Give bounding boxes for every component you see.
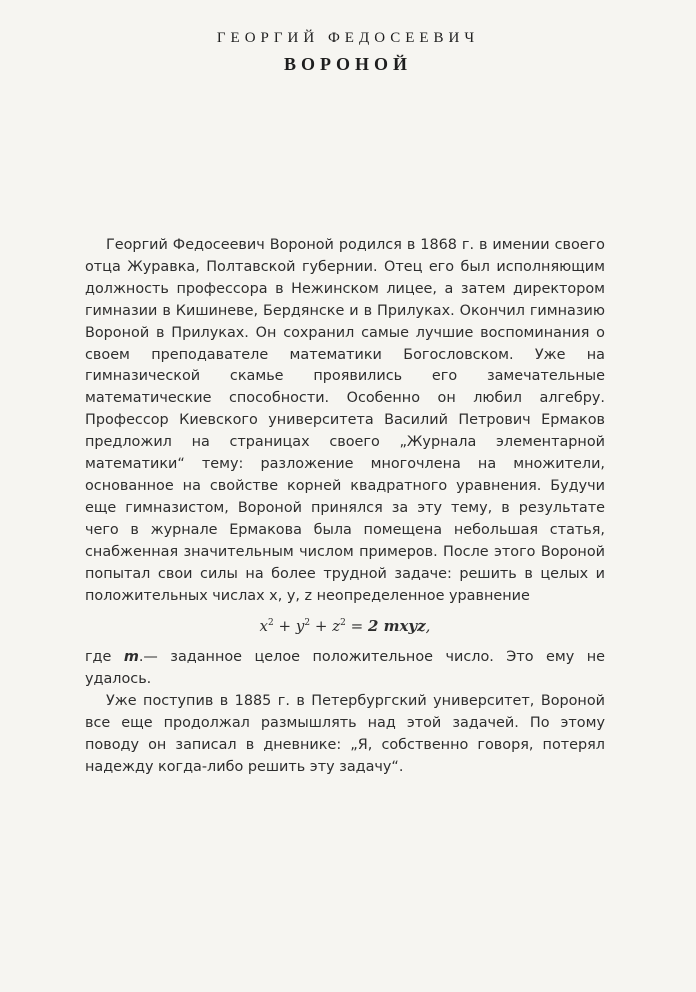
- where-text: где: [85, 649, 124, 666]
- heading-name: ГЕОРГИЙ ФЕДОСЕЕВИЧ: [216, 30, 480, 46]
- formula-comma: ,: [425, 617, 431, 636]
- formula-exp-y: 2: [304, 618, 311, 629]
- formula-exp-x: 2: [268, 618, 274, 629]
- where-rest: .— заданное целое положительное число. Это ему не удалось.: [85, 649, 605, 688]
- paragraph-where: [85, 647, 605, 691]
- heading-surname: ВОРОНОЙ: [284, 54, 412, 74]
- formula-plus-2: +: [310, 617, 333, 636]
- paragraph-biography: Георгий Федосеевич Вороной родился в 1868 г. в имении своего отца Журавка, Полтавской губернии. Отец его был исполняющим должность профессора в Нежинском лицее, а затем директором гимназии в Кишиневе, Бердянске и в Прилуках. Окончил гимназию Вороной в Прилуках. Он сохранил самые лучшие воспоминания о своем преподавателе математики Богословском. Уже на гимназической скамье проявились его замечательные математические способности. Особенно он любил алгебру. Профессор Киевского университета Василий Петрович Ермаков предложил на страницах своего „Журнала элементарной математики“ тему: разложение многочлена на множители, основанное на свойстве корней квадратного уравнения. Будучи еще гимназистом, Вороной принялся за эту тему, в результате чего в журнале Ермакова была помещена небольшая статья, снабженная значительным числом примеров. После этого Вороной попытал свои силы на более трудной задаче: решить в целых и положительных числах x, y, z неопределенное уравнение: [85, 237, 605, 604]
- formula-x: x: [259, 617, 269, 636]
- formula-y: y: [295, 617, 305, 636]
- formula-plus-1: +: [273, 617, 296, 636]
- formula-rhs-vars: mxyz: [383, 617, 426, 636]
- where-m-variable: m: [123, 649, 139, 666]
- formula-equals: =: [345, 617, 368, 636]
- formula-z: z: [332, 617, 341, 636]
- body-text: [85, 235, 605, 779]
- paragraph-university: Уже поступив в 1885 г. в Петербургский университет, Вороной все еще продолжал размышлять над этой задачей. По этому поводу он записал в дневнике: „Я, собственно говоря, потерял надежду когда-либо решить эту задачу“.: [85, 693, 605, 775]
- formula-rhs-coef: 2: [367, 617, 384, 636]
- formula-exp-z: 2: [340, 618, 346, 629]
- equation: [85, 616, 605, 638]
